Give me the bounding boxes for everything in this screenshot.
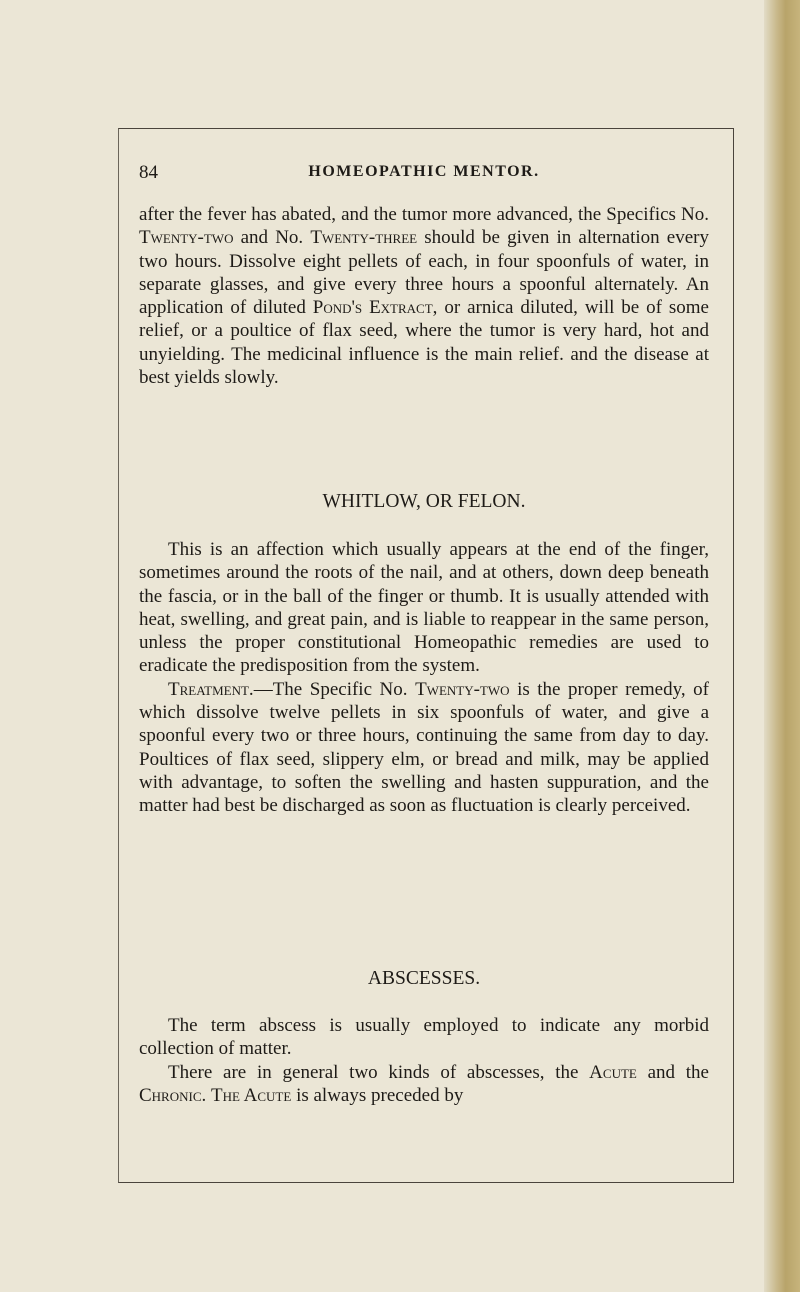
- whitlow-body: [139, 538, 709, 818]
- heading-abscesses: ABSCESSES.: [367, 968, 481, 989]
- abscess-kinds: There are in general two kinds of abscesses, the Acute and the Chronic. The Acute is always preceded by: [139, 1061, 709, 1106]
- running-title: HOMEOPATHIC MENTOR.: [308, 163, 540, 180]
- page-edge: [764, 0, 800, 1292]
- treatment-label: Treatment.: [168, 678, 254, 700]
- whitlow-treatment: Treatment.—The Specific No. Twenty-two is the proper remedy, of which dissolve twelve pellets in six spoonfuls of water, and give a spoonful every two or three hours, continuing the same from day to day. Poultices of flax seed, slippery elm, or bread and milk, may be applied with advantage, to soften the swelling and hasten suppuration, and the matter had best be discharged as soon as fluctuation is clearly perceived.: [139, 678, 709, 817]
- intro-paragraph: [139, 203, 709, 389]
- paragraph-continuation: after the fever has abated, and the tumor more advanced, the Specifics No. Twenty-two and No. Twenty-three should be given in alternation every two hours. Dissolve eight pellets of each, in four spoonfuls of water, in separate glasses, and give every three hours a spoonful alternately. An application of diluted Pond's Extract, or arnica diluted, will be of some relief, or a poultice of flax seed, where the tumor is very hard, hot and unyielding. The medicinal influence is the main relief. and the disease at best yields slowly.: [139, 204, 709, 389]
- whitlow-description: This is an affection which usually appears at the end of the finger, sometimes around the roots of the nail, and at others, down deep beneath the fascia, or in the ball of the finger or thumb. It is usually attended with heat, swelling, and great pain, and is liable to reappear in the same person, unless the proper constitutional Homeopathic remedies are used to eradicate the predisposition from the system.: [139, 539, 709, 677]
- running-head: [139, 162, 709, 186]
- page-number: 84: [139, 162, 158, 183]
- abscess-definition: The term abscess is usually employed to indicate any morbid collection of matter.: [139, 1015, 709, 1060]
- abscesses-body: [139, 1014, 709, 1107]
- heading-whitlow: WHITLOW, OR FELON.: [322, 491, 526, 512]
